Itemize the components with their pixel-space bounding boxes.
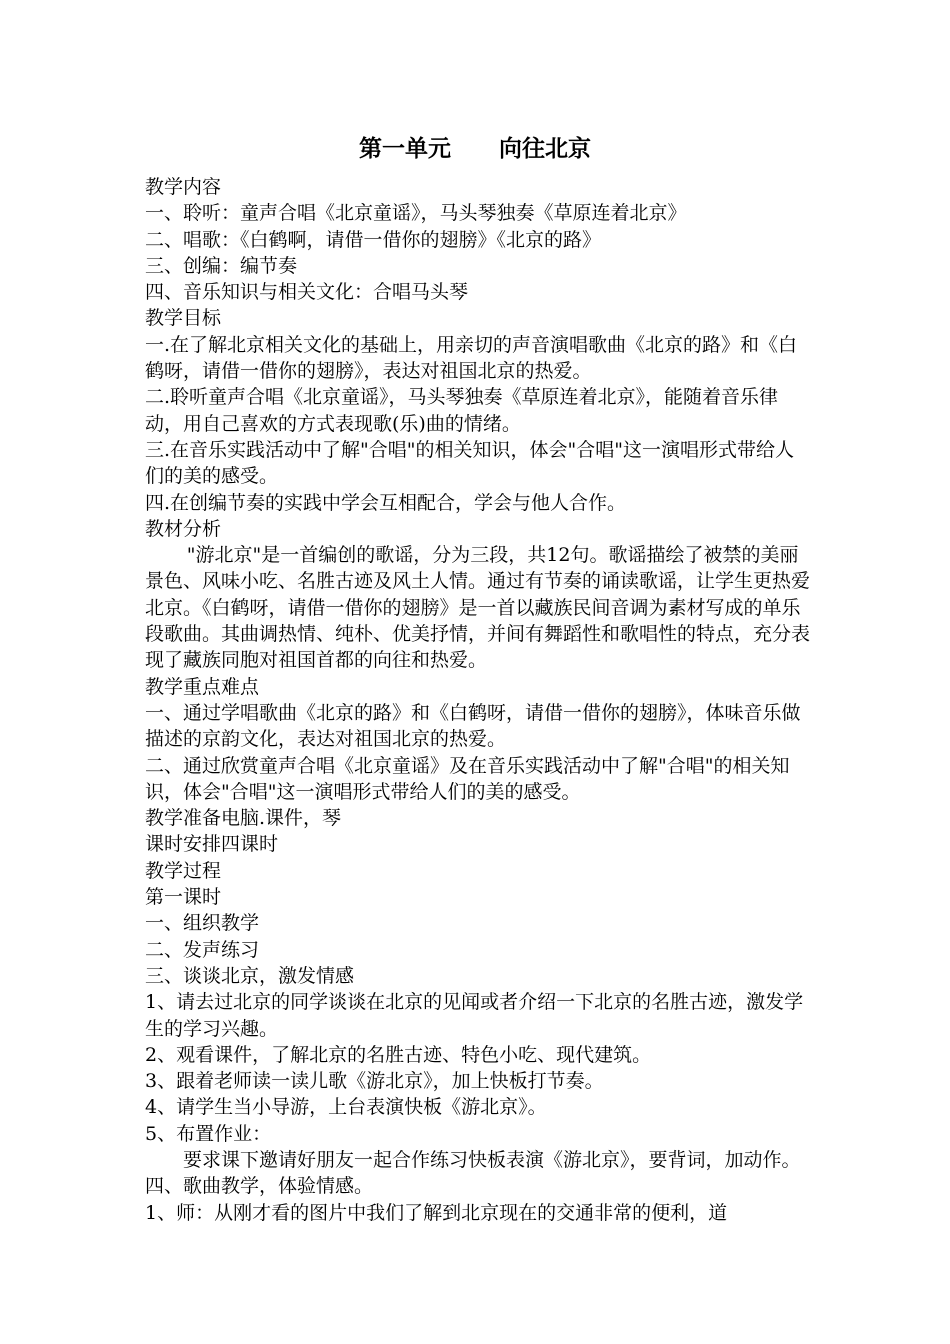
paragraph: 1、请去过北京的同学谈谈在北京的见闻或者介绍一下北京的名胜古迹，激发学生的学习兴趣。 [145,991,804,1040]
paragraph: 二、通过欣赏童声合唱《北京童谣》及在音乐实践活动中了解"合唱"的相关知识，体会"合唱"这一演唱形式带给人们的美的感受。 [145,754,790,803]
document-body [145,174,810,1226]
section-heading: 教学过程 [145,859,222,882]
paragraph: 2、观看课件，了解北京的名胜古迹、特色小吃、现代建筑。 [145,1043,652,1066]
section-heading: 教学内容 [145,176,222,198]
paragraph: 二、发声练习 [145,938,260,961]
paragraph: "游北京"是一首编创的歌谣，分为三段，共12句。歌谣描绘了被禁的美丽景色、风味小吃、名胜古迹及风土人情。通过有节奏的诵读歌谣，让学生更热爱北京。《白鹤呀，请借一借你的翅膀》是一首以藏族民间音调为素材写成的单乐段歌曲。其曲调热情、纯朴、优美抒情，并间有舞蹈性和歌唱性的特点，充分表现了藏族同胞对祖国首都的向往和热爱。 [145,544,811,672]
paragraph: 4、请学生当小导游，上台表演快板《游北京》。 [145,1096,547,1119]
section-heading: 教学目标 [145,307,222,330]
paragraph: 三、创编：编节奏 [145,254,298,277]
section-heading: 教学重点难点 [145,675,260,698]
paragraph: 一.在了解北京相关文化的基础上，用亲切的声音演唱歌曲《北京的路》和《白鹤呀，请借一借你的翅膀》，表达对祖国北京的热爱。 [145,333,798,383]
paragraph: 3、跟着老师读一读儿歌《游北京》，加上快板打节奏。 [145,1070,604,1093]
paragraph: 四、音乐知识与相关文化：合唱马头琴 [145,281,469,304]
paragraph: 二.聆听童声合唱《北京童谣》，马头琴独奏《草原连着北京》，能随着音乐律动，用自己喜欢的方式表现歌(乐)曲的情绪。 [145,386,779,435]
section-heading: 教材分析 [145,517,222,540]
paragraph: 5、布置作业： [145,1122,272,1145]
paragraph: 四.在创编节奏的实践中学会互相配合，学会与他人合作。 [145,491,627,514]
paragraph: 一、组织教学 [145,912,260,935]
paragraph: 教学准备电脑.课件，琴 [145,807,342,830]
paragraph: 1、师：从刚才看的图片中我们了解到北京现在的交通非常的便利，道 [145,1201,728,1224]
paragraph: 三、谈谈北京，激发情感 [145,964,355,987]
paragraph: 一、聆听：童声合唱《北京童谣》，马头琴独奏《草原连着北京》 [145,202,687,225]
page-title: 第一单元 向往北京 [358,135,592,162]
paragraph: 第一课时 [145,886,222,909]
paragraph: 四、歌曲教学，体验情感。 [145,1175,374,1198]
paragraph: 一、通过学唱歌曲《北京的路》和《白鹤呀，请借一借你的翅膀》，体味音乐做描述的京韵文化，表达对祖国北京的热爱。 [145,701,801,751]
paragraph: 课时安排四课时 [145,833,279,856]
paragraph: 三.在音乐实践活动中了解"合唱"的相关知识，体会"合唱"这一演唱形式带给人们的美的感受。 [145,438,794,488]
paragraph: 二、唱歌：《白鹤啊，请借一借你的翅膀》《北京的路》 [145,228,602,251]
paragraph: 要求课下邀请好朋友一起合作练习快板表演《游北京》，要背词，加动作。 [183,1148,801,1171]
